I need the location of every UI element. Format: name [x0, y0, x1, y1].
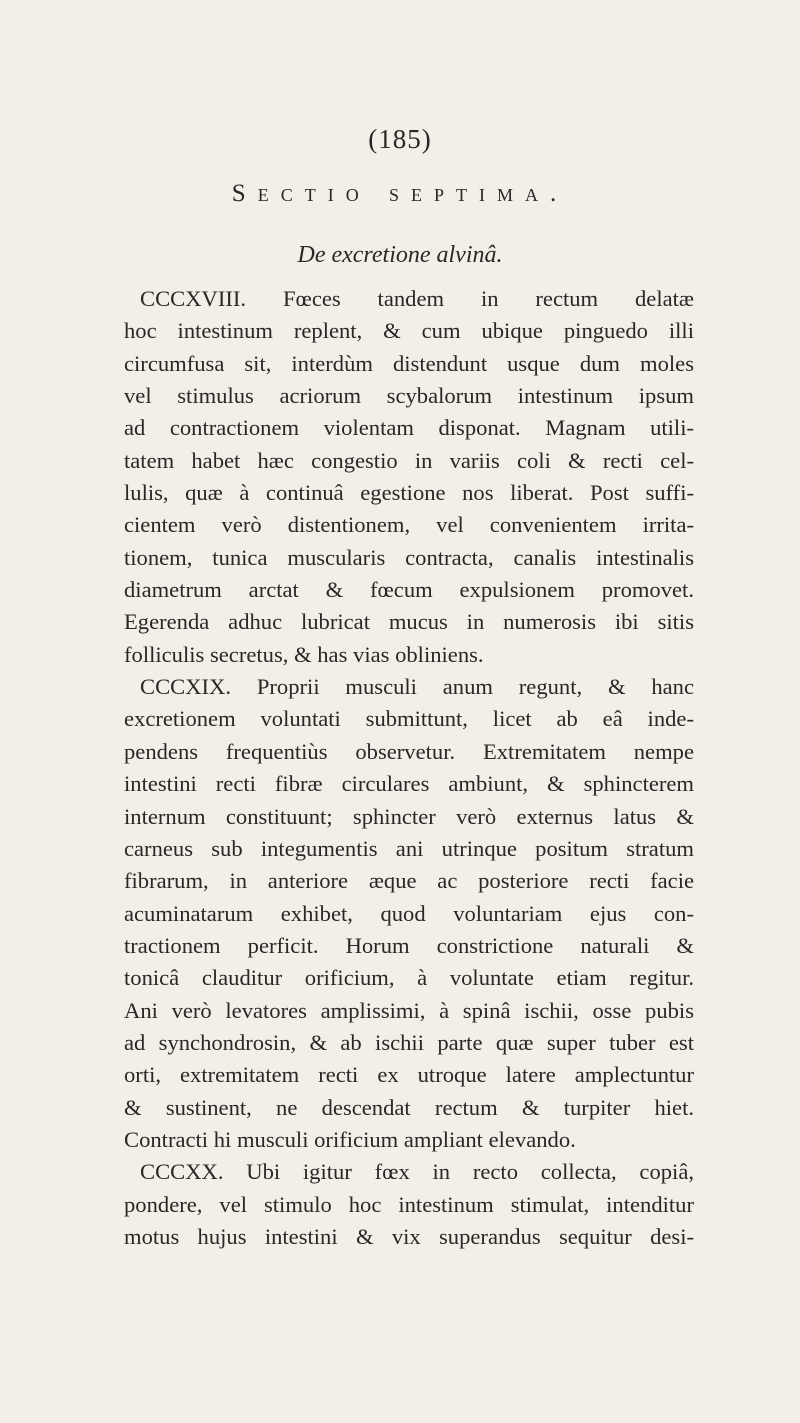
text-line: excretionem voluntati submittunt, licet ab eâ inde- [124, 706, 694, 732]
text-line: hoc intestinum replent, & cum ubique pinguedo illi [124, 318, 694, 344]
text-line: cientem verò distentionem, vel convenientem irrita- [124, 512, 694, 538]
section-subtitle: De excretione alvinâ. [297, 242, 503, 268]
text-line: Ani verò levatores amplissimi, à spinâ ischii, osse pubis [124, 997, 694, 1023]
text-line: CCCXVIII. Fœces tandem in rectum delatæ [140, 286, 694, 311]
text-line: Contracti hi musculi orificium ampliant elevando. [124, 1126, 576, 1152]
text-line: Egerenda adhuc lubricat mucus in numerosis ibi sitis [124, 609, 694, 635]
text-line: orti, extremitatem recti ex utroque latere amplectuntur [124, 1062, 694, 1088]
text-line: acuminatarum exhibet, quod voluntariam ejus con- [124, 900, 694, 926]
text-line: circumfusa sit, interdùm distendunt usque dum moles [124, 350, 694, 376]
text-line: CCCXX. Ubi igitur fœx in recto collecta, copiâ, [140, 1159, 694, 1185]
text-line: diametrum arctat & fœcum expulsionem promovet. [124, 577, 694, 603]
text-line: ad contractionem violentam disponat. Magnam utili- [124, 415, 694, 441]
text-line: fibrarum, in anteriore æque ac posteriore recti facie [124, 868, 694, 894]
text-line: lulis, quæ à continuâ egestione nos liberat. Post suffi- [124, 480, 694, 506]
text-line: motus hujus intestini & vix superandus sequitur desi- [124, 1223, 694, 1249]
text-line: CCCXIX. Proprii musculi anum regunt, & hanc [140, 674, 694, 700]
text-line: & sustinent, ne descendat rectum & turpiter hiet. [124, 1094, 694, 1120]
text-line: intestini recti fibræ circulares ambiunt, & sphincterem [124, 771, 694, 797]
text-line: pondere, vel stimulo hoc intestinum stimulat, intenditur [124, 1191, 694, 1217]
text-line: tractionem perficit. Horum constrictione naturali & [124, 932, 694, 958]
text-line: pendens frequentiùs observetur. Extremitatem nempe [124, 738, 694, 764]
text-line: vel stimulus acriorum scybalorum intestinum ipsum [124, 383, 694, 409]
text-line: tatem habet hæc congestio in variis coli & recti cel- [124, 447, 694, 473]
text-line: tionem, tunica muscularis contracta, canalis intestinalis [124, 544, 694, 570]
text-line: internum constituunt; sphincter verò externus latus & [124, 803, 694, 829]
body-text [124, 283, 694, 1253]
text-line: tonicâ clauditur orificium, à voluntate etiam regitur. [124, 965, 694, 991]
page-number: (185) [368, 124, 432, 154]
text-line: ad synchondrosin, & ab ischii parte quæ super tuber est [124, 1029, 694, 1055]
text-line: carneus sub integumentis ani utrinque positum stratum [124, 835, 694, 861]
text-line: folliculis secretus, & has vias obliniens. [124, 641, 484, 667]
section-title: Sectio septima. [231, 180, 569, 207]
